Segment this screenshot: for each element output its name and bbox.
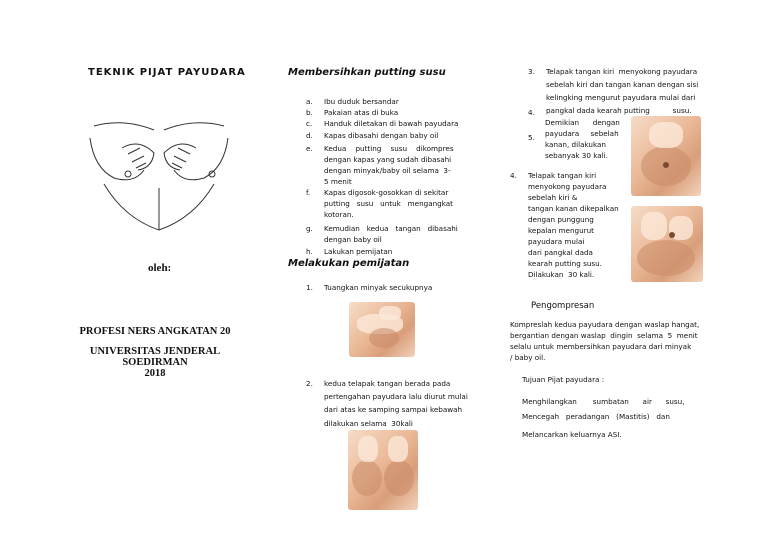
compress-title: Pengompresan — [531, 301, 595, 311]
purpose-item: Menghilangkan sumbatan air susu, — [522, 397, 685, 406]
org-line-2: UNIVERSITAS JENDERAL SOEDIRMAN — [89, 346, 221, 368]
fist-massage-photo — [631, 206, 703, 282]
purpose-item: Mencegah peradangan (Mastitis) dan — [522, 412, 670, 421]
org-line-1: PROFESI NERS ANGKATAN 20 — [79, 326, 231, 337]
section-cleaning-title: Membersihkan putting susu — [288, 67, 446, 78]
purpose-item: Melancarkan keluarnya ASI. — [522, 430, 622, 439]
purpose-title: Tujuan Pijat payudara : — [522, 375, 605, 384]
brochure-title: TEKNIK PIJAT PAYUDARA — [88, 67, 246, 78]
two-hand-massage-photo — [348, 430, 418, 510]
oil-pouring-photo — [349, 302, 415, 357]
author-label: oleh: — [148, 262, 172, 274]
org-year: 2018 — [144, 368, 166, 379]
section-massage-title: Melakukan pemijatan — [288, 258, 410, 269]
breast-massage-sketch — [84, 118, 234, 234]
side-massage-photo — [631, 116, 701, 196]
